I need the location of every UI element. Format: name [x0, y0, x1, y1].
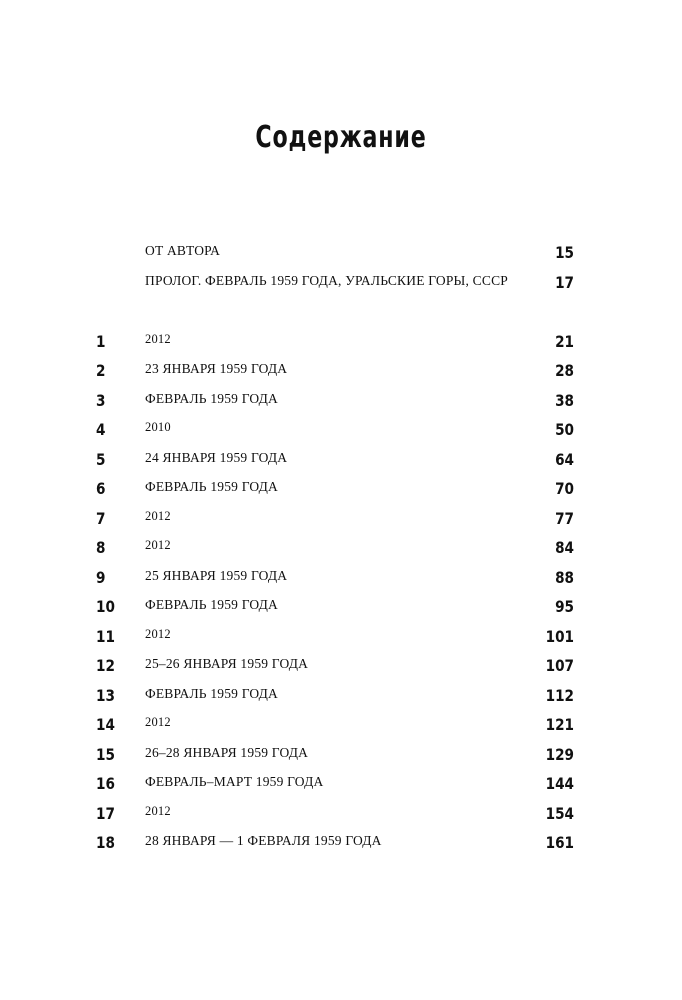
toc-entry-chapter-9[interactable]: [0, 568, 682, 592]
chapter-number: 7: [96, 509, 106, 528]
toc-entry-prologue[interactable]: [0, 273, 682, 297]
chapter-number: 17: [96, 804, 115, 823]
entry-page: 154: [545, 804, 574, 823]
toc-entry-chapter-15[interactable]: [0, 745, 682, 769]
chapter-number: 8: [96, 538, 106, 557]
entry-page: 129: [545, 745, 574, 764]
entry-page: 50: [555, 420, 574, 439]
entry-title: ФЕВРАЛЬ 1959 ГОДА: [145, 686, 279, 701]
toc-entry-chapter-1[interactable]: [0, 332, 682, 356]
chapter-number: 16: [96, 774, 115, 793]
entry-page: 144: [545, 774, 574, 793]
toc-entry-chapter-8[interactable]: [0, 538, 682, 562]
entry-title: ФЕВРАЛЬ–МАРТ 1959 ГОДА: [145, 774, 324, 789]
page-title: Содержание: [255, 120, 427, 155]
chapter-number: 11: [96, 627, 115, 646]
entry-page: 70: [555, 479, 574, 498]
entry-title: ФЕВРАЛЬ 1959 ГОДА: [145, 479, 279, 494]
chapter-number: 13: [96, 686, 115, 705]
entry-title: 25–26 ЯНВАРЯ 1959 ГОДА: [145, 656, 309, 671]
entry-title: 2012: [145, 332, 171, 346]
toc-entry-chapter-11[interactable]: [0, 627, 682, 651]
entry-page: 15: [555, 243, 574, 262]
chapter-number: 4: [96, 420, 106, 439]
chapter-number: 9: [96, 568, 106, 587]
toc-entry-chapter-18[interactable]: [0, 833, 682, 857]
entry-page: 84: [555, 538, 574, 557]
toc-entry-chapter-2[interactable]: [0, 361, 682, 385]
entry-page: 64: [555, 450, 574, 469]
entry-title: 2010: [145, 420, 171, 434]
entry-title: 2012: [145, 509, 171, 523]
toc-entry-foreword[interactable]: [0, 243, 682, 267]
chapter-number: 18: [96, 833, 115, 852]
entry-title: 24 ЯНВАРЯ 1959 ГОДА: [145, 450, 288, 465]
chapter-number: 6: [96, 479, 106, 498]
toc-entry-chapter-7[interactable]: [0, 509, 682, 533]
entry-page: 107: [545, 656, 574, 675]
entry-page: 17: [555, 273, 574, 292]
toc-entry-chapter-10[interactable]: [0, 597, 682, 621]
entry-title: 2012: [145, 627, 171, 641]
entry-page: 95: [555, 597, 574, 616]
entry-title: ФЕВРАЛЬ 1959 ГОДА: [145, 597, 279, 612]
toc-entry-chapter-5[interactable]: [0, 450, 682, 474]
entry-title: 28 ЯНВАРЯ — 1 ФЕВРАЛЯ 1959 ГОДА: [145, 833, 382, 848]
entry-page: 28: [555, 361, 574, 380]
entry-title: ПРОЛОГ. ФЕВРАЛЬ 1959 ГОДА, УРАЛЬСКИЕ ГОРЫ, СССР: [145, 273, 509, 288]
toc-entry-chapter-16[interactable]: [0, 774, 682, 798]
entry-title: 2012: [145, 715, 171, 729]
entry-title: 2012: [145, 538, 171, 552]
chapter-number: 10: [96, 597, 115, 616]
toc-entry-chapter-4[interactable]: [0, 420, 682, 444]
entry-page: 88: [555, 568, 574, 587]
chapter-number: 3: [96, 391, 106, 410]
chapter-number: 5: [96, 450, 106, 469]
chapter-number: 14: [96, 715, 115, 734]
entry-page: 38: [555, 391, 574, 410]
entry-page: 161: [545, 833, 574, 852]
entry-title: 26–28 ЯНВАРЯ 1959 ГОДА: [145, 745, 309, 760]
entry-title: 25 ЯНВАРЯ 1959 ГОДА: [145, 568, 288, 583]
toc-entry-chapter-12[interactable]: [0, 656, 682, 680]
toc-entry-chapter-14[interactable]: [0, 715, 682, 739]
toc-entry-chapter-6[interactable]: [0, 479, 682, 503]
chapter-number: 2: [96, 361, 106, 380]
entry-page: 112: [545, 686, 574, 705]
entry-page: 77: [555, 509, 574, 528]
entry-title: 23 ЯНВАРЯ 1959 ГОДА: [145, 361, 288, 376]
chapter-number: 15: [96, 745, 115, 764]
entry-page: 121: [545, 715, 574, 734]
entry-page: 21: [555, 332, 574, 351]
chapter-number: 12: [96, 656, 115, 675]
entry-title: ФЕВРАЛЬ 1959 ГОДА: [145, 391, 279, 406]
chapter-number: 1: [96, 332, 106, 351]
entry-title: ОТ АВТОРА: [145, 243, 221, 258]
toc-entry-chapter-17[interactable]: [0, 804, 682, 828]
toc-entry-chapter-3[interactable]: [0, 391, 682, 415]
entry-page: 101: [545, 627, 574, 646]
toc-entry-chapter-13[interactable]: [0, 686, 682, 710]
entry-title: 2012: [145, 804, 171, 818]
